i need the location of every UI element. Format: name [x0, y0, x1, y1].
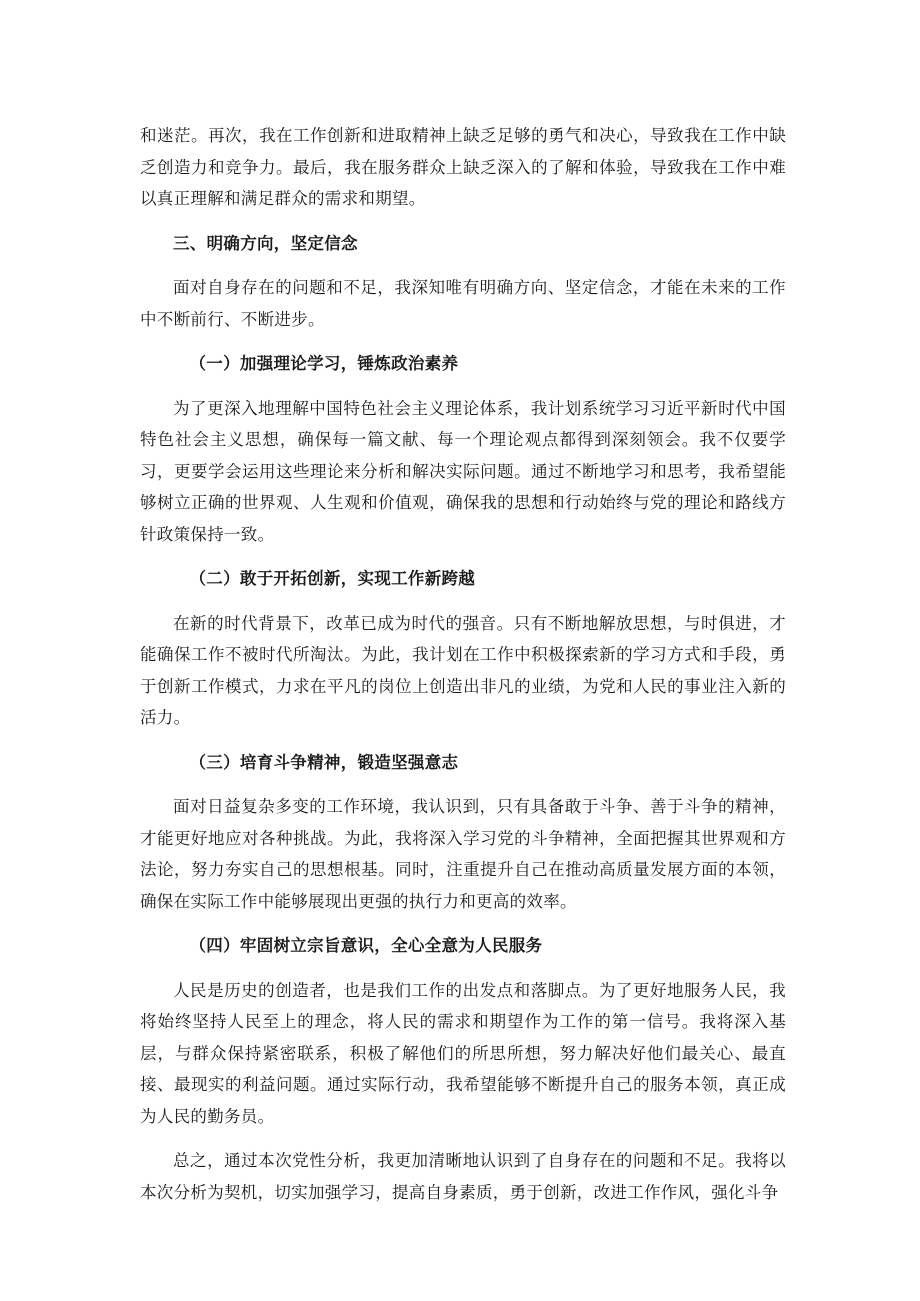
- section-heading-3: 三、明确方向，坚定信念: [173, 233, 358, 253]
- paragraph: 在新的时代背景下，改革已成为时代的强音。只有不断地解放思想，与时俱进，才能确保工作不被时代所淘汰。为此，我计划在工作中积极探索新的学习方式和手段，勇于创新工作模式，力求在平凡的岗位上创造出非凡的业绩，为党和人民的事业注入新的活力。: [140, 613, 786, 727]
- paragraph-continuation: 和迷茫。再次，我在工作创新和进取精神上缺乏足够的勇气和决心，导致我在工作中缺乏创造力和竞争力。最后，我在服务群众上缺乏深入的了解和体验，导致我在工作中难以真正理解和满足群众的需求和期望。: [140, 126, 786, 208]
- paragraph: 为了更深入地理解中国特色社会主义理论体系，我计划系统学习习近平新时代中国特色社会主义思想，确保每一篇文献、每一个理论观点都得到深刻领会。我不仅要学习，更要学会运用这些理论来分析和解决实际问题。通过不断地学习和思考，我希望能够树立正确的世界观、人生观和价值观，确保我的思想和行动始终与党的理论和路线方针政策保持一致。: [140, 398, 786, 544]
- paragraph: 人民是历史的创造者，也是我们工作的出发点和落脚点。为了更好地服务人民，我将始终坚持人民至上的理念，将人民的需求和期望作为工作的第一信号。我将深入基层，与群众保持紧密联系，积极了解他们的所思所想，努力解决好他们最关心、最直接、最现实的利益问题。通过实际行动，我希望能够不断提升自己的服务本领，真正成为人民的勤务员。: [140, 980, 786, 1126]
- document-body: [140, 120, 786, 1221]
- subsection-heading-4: （四）牢固树立宗旨意识，全心全意为人民服务: [189, 936, 543, 955]
- paragraph: 面对自身存在的问题和不足，我深知唯有明确方向、坚定信念，才能在未来的工作中不断前行、不断进步。: [140, 278, 786, 329]
- subsection-heading-3: （三）培育斗争精神，锻造坚强意志: [189, 752, 459, 772]
- subsection-heading-2: （二）敢于开拓创新，实现工作新跨越: [189, 569, 476, 588]
- paragraph: 面对日益复杂多变的工作环境，我认识到，只有具备敢于斗争、善于斗争的精神，才能更好地应对各种挑战。为此，我将深入学习党的斗争精神，全面把握其世界观和方法论，努力夯实自己的思想根基。同时，注重提升自己在推动高质量发展方面的本领，确保在实际工作中能够展现出更强的执行力和更高的效率。: [140, 797, 786, 911]
- paragraph-conclusion: 总之，通过本次党性分析，我更加清晰地认识到了自身存在的问题和不足。我将以本次分析为契机，切实加强学习，提高自身素质，勇于创新，改进工作作风，强化斗争: [140, 1151, 786, 1202]
- subsection-heading-1: （一）加强理论学习，锤炼政治素养: [189, 354, 459, 373]
